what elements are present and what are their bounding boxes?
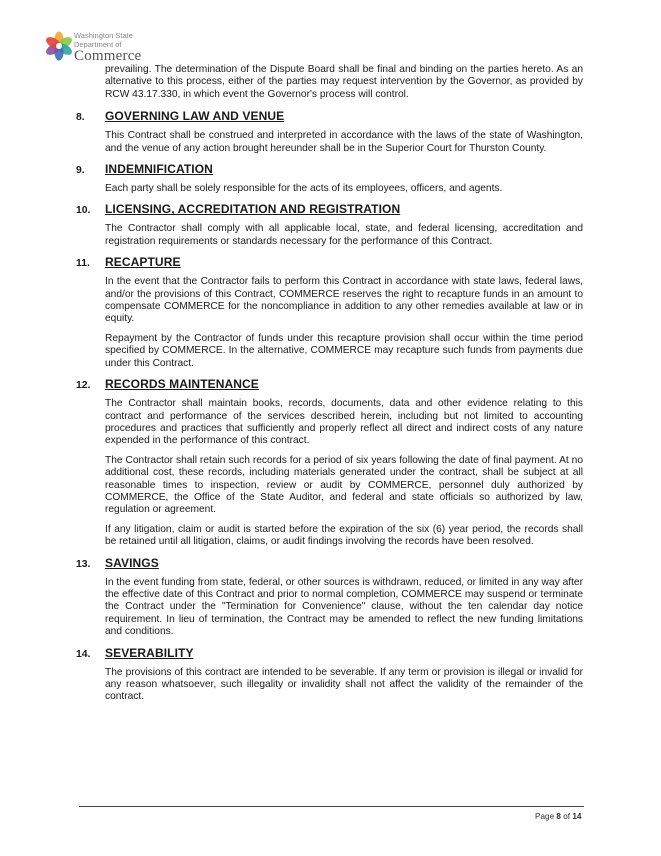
section-paragraph: If any litigation, claim or audit is started before the expiration of the six (6) year period, the records shall be retained until all litigation, claims, or audit findings involving the records have been resolved. (105, 523, 583, 548)
page-word: Page (535, 812, 555, 821)
section-paragraph: Repayment by the Contractor of funds under this recapture provision shall occur within the time period specified by COMMERCE. In the alternative, COMMERCE may recapture such funds from payments due under this Contract. (105, 332, 583, 369)
page-footer (535, 812, 581, 821)
section-number: 11. (76, 258, 90, 270)
section-number: 10. (76, 205, 91, 217)
section-paragraph: The Contractor shall retain such records for a period of six years following the date of final payment. At no additional cost, these records, including materials generated under the contract, shall be subject at all reasonable times to inspection, review or audit by COMMERCE, personnel duly authorized by COMMERCE, the Office of the State Auditor, and federal and state officials so authorized by law, regulation or agreement. (105, 454, 583, 516)
section-number: 13. (76, 558, 91, 570)
page-total: 14 (572, 812, 582, 821)
section-paragraph: The provisions of this contract are intended to be severable. If any term or provision is illegal or invalid for any reason whatsoever, such illegality or invalidity shall not affect the validity of the remainder of the contract. (105, 666, 583, 703)
section-11 (76, 255, 583, 370)
section-number: 12. (76, 380, 91, 392)
section-number: 8. (76, 112, 85, 124)
section-8 (76, 109, 583, 155)
logo-line-2: Department of (74, 39, 122, 49)
logo-flower-icon (44, 31, 74, 61)
continuation-paragraph: prevailing. The determination of the Dispute Board shall be final and binding on the parties hereto. As an alternative to this process, either of the parties may request intervention by the Governor, as provided by RCW 43.17.330, in which event the Governor's process will control. (105, 64, 583, 100)
section-10 (76, 202, 583, 248)
section-14 (76, 646, 583, 704)
section-13 (76, 556, 583, 639)
logo-line-1: Washington State (74, 31, 133, 40)
section-paragraph: The Contractor shall maintain books, records, documents, data and other evidence relating to this contract and performance of the services described herein, including but not limited to accounting procedures and practices that sufficiently and properly reflect all direct and indirect costs of any nature expended in the performance of this contract. (105, 398, 583, 447)
section-paragraph: The Contractor shall comply with all applicable local, state, and federal licensing, accreditation and registration requirements or standards necessary for the performance of this Contract. (105, 223, 583, 247)
section-title: GOVERNING LAW AND VENUE (105, 109, 285, 124)
section-title: INDEMNIFICATION (105, 162, 213, 177)
section-paragraph: This Contract shall be construed and interpreted in accordance with the laws of the state of Washington, and the venue of any action brought hereunder shall be in the Superior Court for Thurston County. (105, 130, 583, 154)
commerce-logo (44, 31, 144, 65)
section-paragraph: Each party shall be solely responsible for the acts of its employees, officers, and agents. (105, 183, 503, 195)
section-title: RECAPTURE (105, 255, 181, 270)
section-12 (76, 377, 583, 548)
footer-divider (79, 806, 584, 807)
section-title: LICENSING, ACCREDITATION AND REGISTRATION (105, 202, 401, 217)
document-body (76, 64, 583, 711)
section-title: RECORDS MAINTENANCE (105, 377, 259, 392)
logo-line-3: Commerce (74, 48, 142, 64)
section-paragraph: In the event funding from state, federal, or other sources is withdrawn, reduced, or limited in any way after the effective date of this Contract and prior to normal completion, COMMERCE may suspend or terminate the Contract under the "Termination for Convenience" clause, without the ten calendar day notice requirement. In lieu of termination, the Contract may be amended to reflect the new funding limitations and conditions. (105, 576, 583, 638)
of-word: of (563, 812, 571, 821)
page-number: 8 (556, 812, 561, 821)
section-number: 14. (76, 648, 91, 660)
section-title: SAVINGS (105, 555, 159, 570)
section-title: SEVERABILITY (105, 645, 194, 660)
section-9 (76, 162, 583, 195)
section-paragraph: In the event that the Contractor fails to perform this Contract in accordance with state laws, federal laws, and/or the provisions of this Contract, COMMERCE reserves the right to recapture funds in an amount to compensate COMMERCE for the noncompliance in addition to any other remedies available at law or in equity. (105, 276, 583, 325)
section-number: 9. (76, 165, 85, 177)
